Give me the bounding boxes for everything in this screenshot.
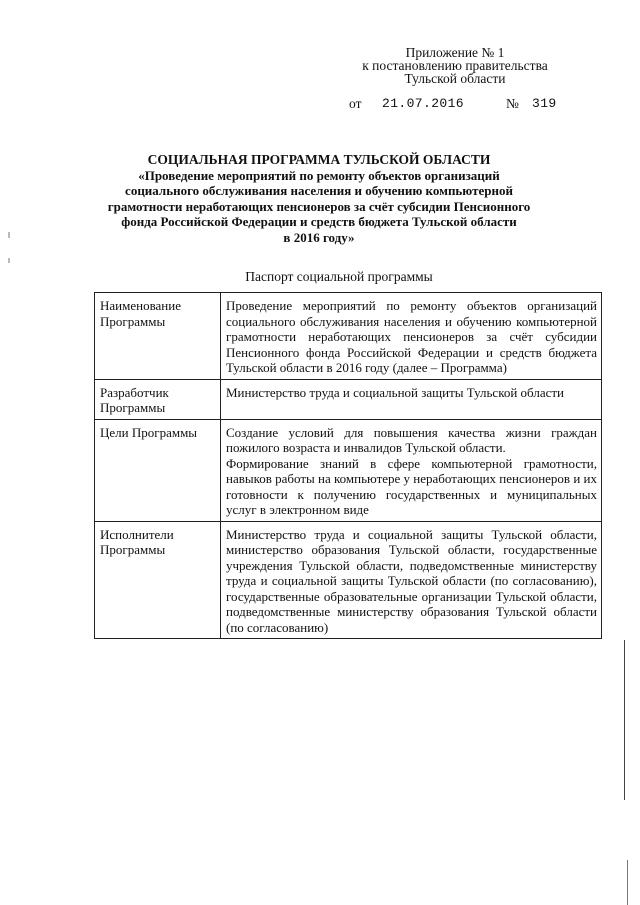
table-row [95,419,602,521]
appendix-line-1: Приложение № 1 [405,45,505,60]
table-row [95,521,602,639]
title-line-2: социального обслуживания населения и обучению компьютерной [125,183,513,198]
row-content: Министерство труда и социальной защиты Тульской области [221,379,602,419]
row-content: Министерство труда и социальной защиты Тульской области, министерство образования Тульской области, государственные учреждения Тульской области, подведомственные министерству труда и социальной защиты Тульской области (по согласованию), государственные образовательные организации Тульской области, подведомственные министерству образования Тульской области (по согласованию) [221,521,602,639]
table-row [95,379,602,419]
scan-edge-line [627,860,628,905]
appendix-line-3: Тульской области [404,71,506,86]
date-prefix: от [349,96,362,111]
title-main: СОЦИАЛЬНАЯ ПРОГРАММА ТУЛЬСКОЙ ОБЛАСТИ [147,152,491,167]
row-content-cell [221,419,602,521]
decree-date: 21.07.2016 [382,96,465,111]
goal-paragraph-2: Формирование знаний в сфере компьютерной грамотности, навыков работы на компьютере у неработающих пенсионеров и их готовности к получению государственных и муниципальных услуг в электронном виде [226,455,597,517]
row-content: Проведение мероприятий по ремонту объектов организаций социального обслуживания населения и обучению компьютерной грамотности неработающих пенсионеров за счёт субсидии Пенсионного фонда Российской Федерации и средств бюджета Тульской области в 2016 году (далее – Программа) [221,293,602,380]
passport-heading: Паспорт социальной программы [245,269,433,284]
scan-edge-line [624,640,625,800]
row-label: Наименование Программы [95,293,221,380]
row-label: Цели Программы [95,419,221,521]
decree-number: 319 [532,96,557,111]
title-line-3: грамотности неработающих пенсионеров за счёт субсидии Пенсионного [107,198,531,214]
title-line-4: фонда Российской Федерации и средств бюджета Тульской области [121,214,517,229]
appendix-line-2: к постановлению правительства [362,58,548,73]
scan-mark [8,258,10,263]
decree-date-line [0,96,640,112]
passport-table [94,292,602,639]
number-prefix: № [506,96,519,111]
row-label: Исполнители Программы [95,521,221,639]
goal-paragraph-1: Создание условий для повышения качества жизни граждан пожилого возраста и инвалидов Тульской области. [226,424,597,455]
appendix-block [340,46,570,85]
title-line-5: в 2016 году» [283,229,355,245]
title-line-1: «Проведение мероприятий по ремонту объектов организаций [138,167,500,183]
scan-mark [8,232,10,238]
row-label: Разработчик Программы [95,379,221,419]
table-row [95,293,602,380]
document-title [100,152,538,245]
